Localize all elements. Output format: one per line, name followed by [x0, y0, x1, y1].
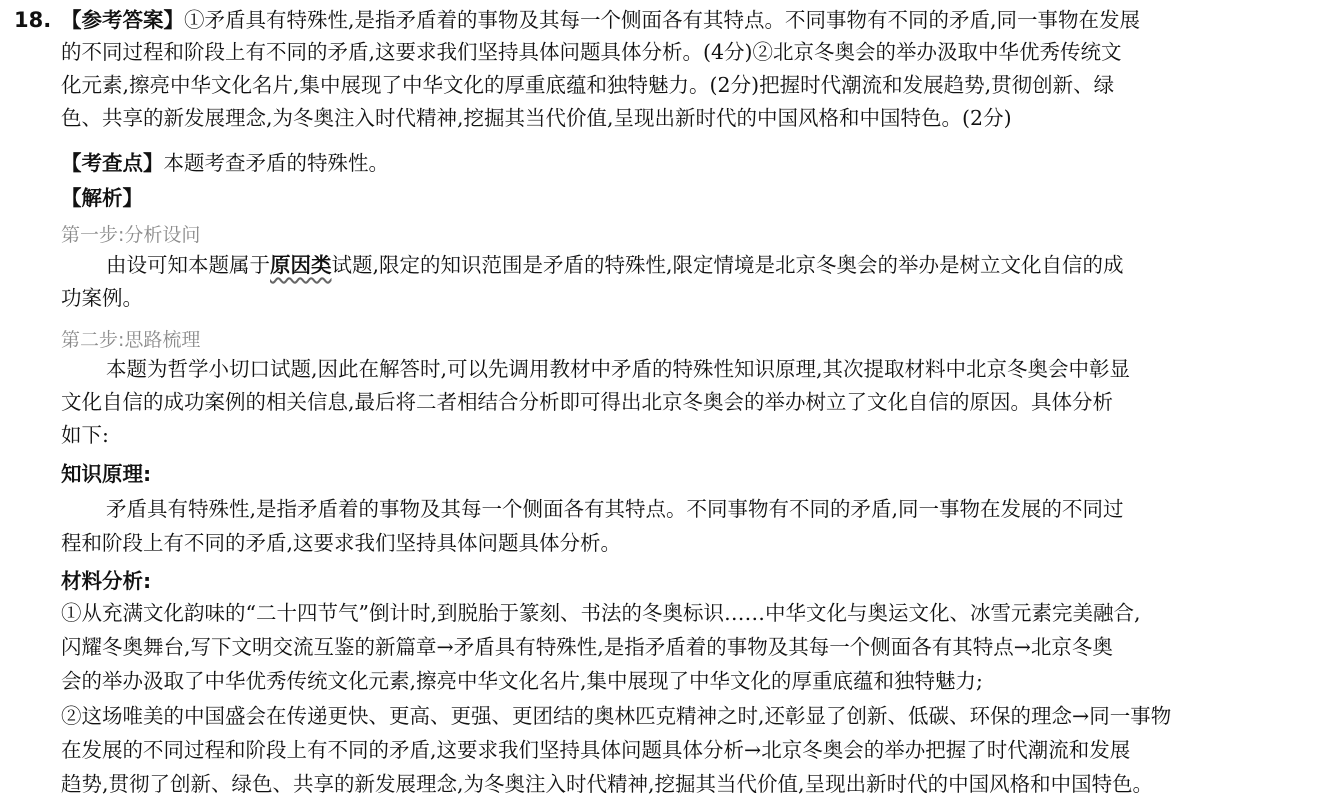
- principle-label: 知识原理:: [61, 462, 152, 486]
- material-label: 材料分析:: [61, 569, 152, 593]
- principle-line-1: 矛盾具有特殊性,是指矛盾着的事物及其每一个侧面各有其特点。不同事物有不同的矛盾,同一事物在发展的不同过: [106, 497, 1124, 521]
- answer-label: 【参考答案】: [61, 8, 184, 32]
- jiexi-label: 【解析】: [61, 186, 143, 210]
- material-line-2: 闪耀冬奥舞台,写下文明交流互鉴的新篇章→矛盾具有特殊性,是指矛盾着的事物及其每一个侧面各有其特点→北京冬奥: [61, 635, 1113, 659]
- step2-line-3: 如下:: [61, 423, 109, 447]
- step1-emphasis: 原因类: [270, 253, 332, 277]
- material-line-3: 会的举办汲取了中华优秀传统文化元素,擦亮中华文化名片,集中展现了中华文化的厚重底蕴和独特魅力;: [61, 669, 983, 693]
- principle-heading: [61, 459, 1311, 489]
- kaochadian-line: [61, 148, 1311, 178]
- material-line-4: ②这场唯美的中国盛会在传递更快、更高、更强、更团结的奥林匹克精神之时,还彰显了创新、低碳、环保的理念→同一事物: [61, 704, 1172, 728]
- principle-line-2: 程和阶段上有不同的矛盾,这要求我们坚持具体问题具体分析。: [61, 531, 622, 555]
- jiexi-line: [61, 183, 1311, 213]
- step1-post: 试题,限定的知识范围是矛盾的特殊性,限定情境是北京冬奥会的举办是树立文化自信的成: [331, 253, 1124, 277]
- step2-label: 第二步:思路梳理: [61, 329, 201, 351]
- material-line-6: 趋势,贯彻了创新、绿色、共享的新发展理念,为冬奥注入时代精神,挖掘其当代价值,呈现出新时代的中国风格和中国特色。: [61, 772, 1154, 796]
- step2-heading: [61, 324, 1311, 355]
- answer-text: ①矛盾具有特殊性,是指矛盾着的事物及其每一个侧面各有其特点。不同事物有不同的矛盾,同一事物在发展: [184, 8, 1141, 32]
- answer-line-1: [61, 5, 1311, 35]
- kaochadian-text: 本题考查矛盾的特殊性。: [163, 151, 389, 175]
- step1-label: 第一步:分析设问: [61, 224, 201, 246]
- step2-line-2: 文化自信的成功案例的相关信息,最后将二者相结合分析即可得出北京冬奥会的举办树立了文化自信的原因。具体分析: [61, 390, 1114, 414]
- step1-pre: 由设可知本题属于: [106, 253, 270, 277]
- kaochadian-label: 【考查点】: [61, 151, 164, 175]
- step1-line-1: [106, 250, 1311, 280]
- step1-line-2: 功案例。: [61, 286, 143, 310]
- material-line-1: ①从充满文化韵味的“二十四节气”倒计时,到脱胎于篆刻、书法的冬奥标识……中华文化与奥运文化、冰雪元素完美融合,: [61, 601, 1141, 625]
- answer-line-4: 色、共享的新发展理念,为冬奥注入时代精神,挖掘其当代价值,呈现出新时代的中国风格和中国特色。(2分): [61, 106, 1012, 130]
- question-number: 18.: [14, 8, 52, 32]
- material-line-5: 在发展的不同过程和阶段上有不同的矛盾,这要求我们坚持具体问题具体分析→北京冬奥会的举办把握了时代潮流和发展: [61, 738, 1131, 762]
- answer-line-2: 的不同过程和阶段上有不同的矛盾,这要求我们坚持具体问题具体分析。(4分)②北京冬奥会的举办汲取中华优秀传统文: [61, 40, 1122, 64]
- step1-heading: [61, 219, 1311, 250]
- step2-line-1: 本题为哲学小切口试题,因此在解答时,可以先调用教材中矛盾的特殊性知识原理,其次提取材料中北京冬奥会中彰显: [106, 357, 1131, 381]
- material-heading: [61, 566, 1311, 596]
- answer-line-3: 化元素,擦亮中华文化名片,集中展现了中华文化的厚重底蕴和独特魅力。(2分)把握时代潮流和发展趋势,贯彻创新、绿: [61, 73, 1115, 97]
